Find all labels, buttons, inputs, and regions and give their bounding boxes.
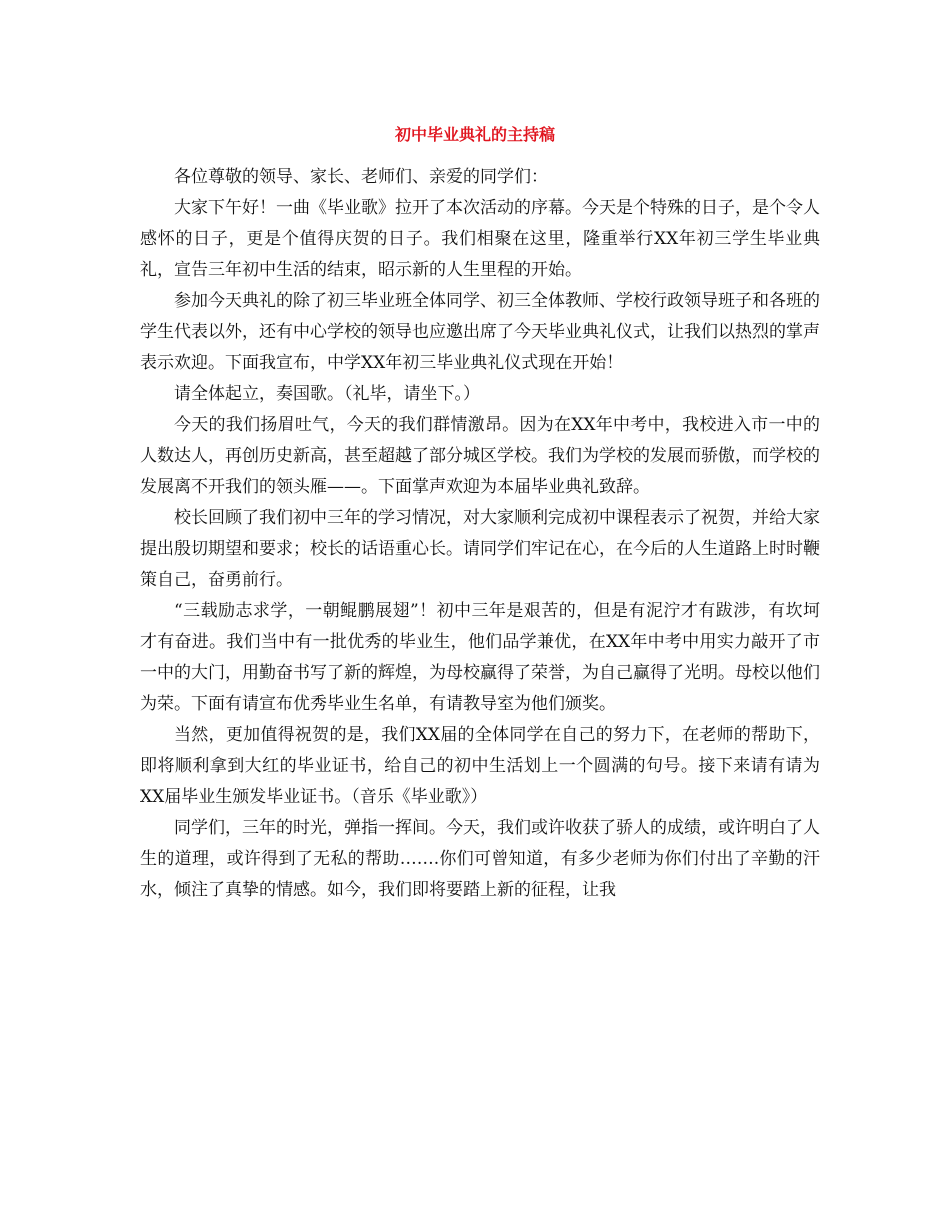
paragraph-principal: 校长回顾了我们初中三年的学习情况，对大家顺利完成初中课程表示了祝贺，并给大家提出殷切期望和要求；校长的话语重心长。请同学们牢记在心，在今后的人生道路上时时鞭策自己，奋勇前行。 (140, 508, 820, 590)
paragraph-anthem: 请全体起立，奏国歌。（礼毕，请坐下。） (174, 384, 480, 404)
paragraph-gratitude: 同学们，三年的时光，弹指一挥间。今天，我们或许收获了骄人的成绩，或许明白了人生的道理，或许得到了无私的帮助…….你们可曾知道，有多少老师为你们付出了辛勤的汗水，倾注了真挚的情感。如今，我们即将要踏上新的征程，让我 (140, 818, 820, 900)
paragraph-salutation: 各位尊敬的领导、家长、老师们、亲爱的同学们： (174, 167, 548, 187)
paragraph-certificates: 当然，更加值得祝贺的是，我们XX届的全体同学在自己的努力下，在老师的帮助下，即将顺利拿到大红的毕业证书，给自己的初中生活划上一个圆满的句号。接下来请有请为XX届毕业生颁发毕业证书。（音乐《毕业歌》） (140, 725, 820, 807)
paragraph-achievements: 今天的我们扬眉吐气，今天的我们群情激昂。因为在XX年中考中，我校进入市一中的人数达人，再创历史新高，甚至超越了部分城区学校。我们为学校的发展而骄傲，而学校的发展离不开我们的领头雁——。下面掌声欢迎为本届毕业典礼致辞。 (140, 415, 820, 497)
paragraph-attendees: 参加今天典礼的除了初三毕业班全体同学、初三全体教师、学校行政领导班子和各班的学生代表以外，还有中心学校的领导也应邀出席了今天毕业典礼仪式，让我们以热烈的掌声表示欢迎。下面我宣布，中学XX年初三毕业典礼仪式现在开始！ (140, 291, 820, 373)
paragraph-opening: 大家下午好！一曲《毕业歌》拉开了本次活动的序幕。今天是个特殊的日子，是个令人感怀的日子，更是个值得庆贺的日子。我们相聚在这里，隆重举行XX年初三学生毕业典礼，宣告三年初中生活的结束，昭示新的人生里程的开始。 (140, 198, 820, 280)
document-title: 初中毕业典礼的主持稿 (394, 125, 555, 144)
paragraph-outstanding-graduates: “三载励志求学，一朝鲲鹏展翅”！初中三年是艰苦的，但是有泥泞才有跋涉，有坎坷才有奋进。我们当中有一批优秀的毕业生，他们品学兼优，在XX年中考中用实力敲开了市一中的大门，用勤奋书写了新的辉煌，为母校赢得了荣誉，为自己赢得了光明。母校以他们为荣。下面有请宣布优秀毕业生名单，有请教导室为他们颁奖。 (140, 601, 820, 714)
document-body (140, 162, 820, 906)
